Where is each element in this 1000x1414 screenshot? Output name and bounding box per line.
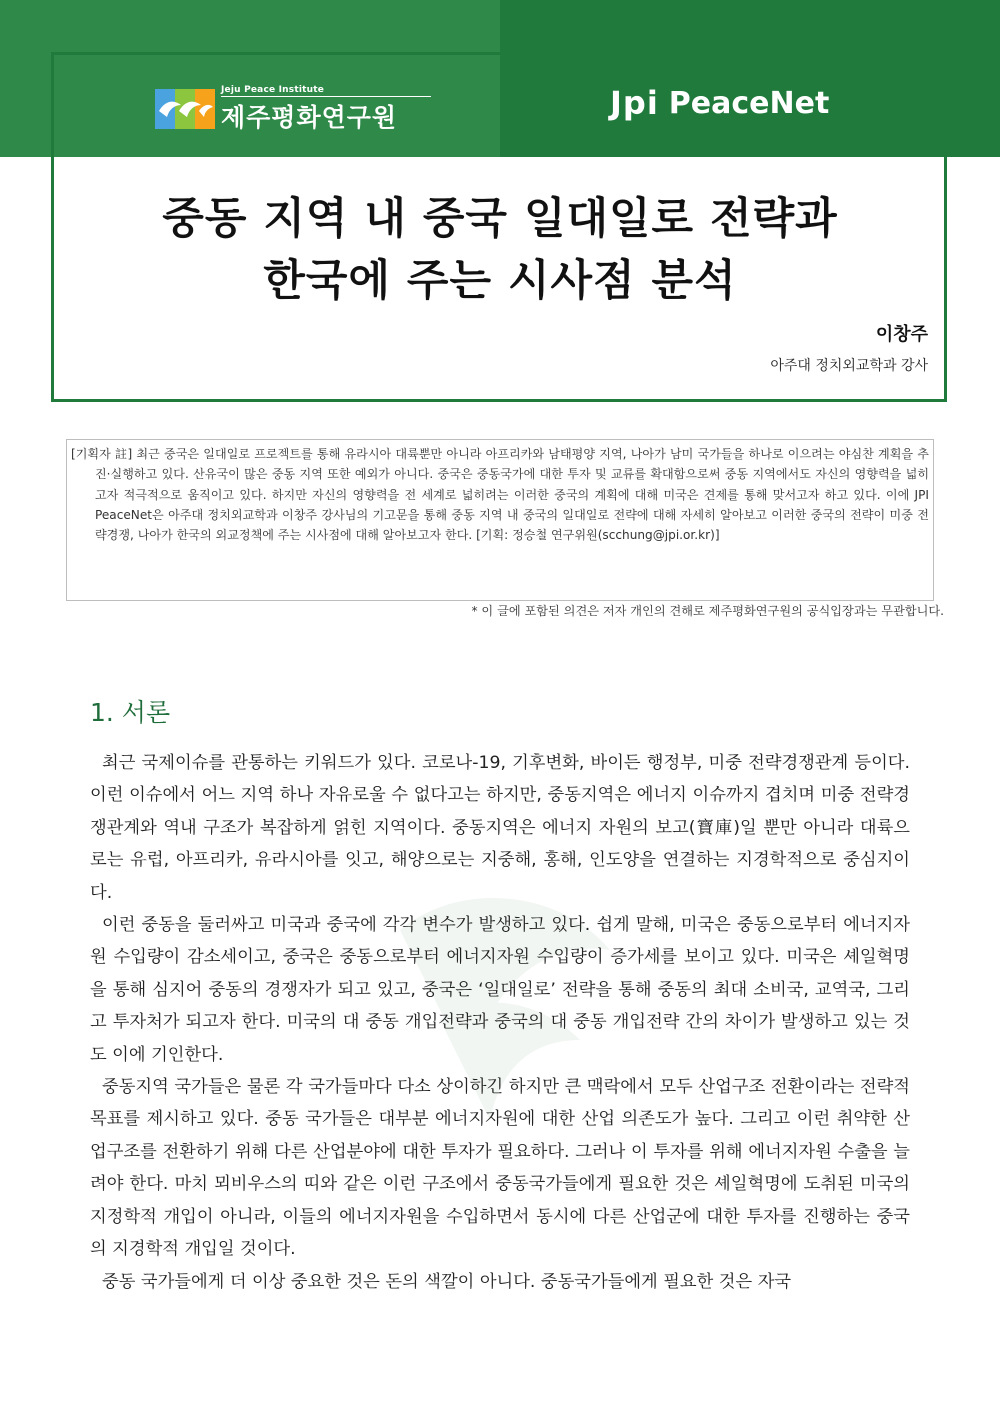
jeju-peace-institute-logo[interactable] — [155, 84, 431, 132]
paragraph: 중동지역 국가들은 물론 각 국가들마다 다소 상이하긴 하지만 큰 맥락에서 모두 산업구조 전환이라는 전략적 목표를 제시하고 있다. 중동 국가들은 대부분 에너지자원에 대한 산업 의존도가 높다. 그리고 이런 취약한 산업구조를 전환하기 위해 다른 산업분야에 대한 투자가 필요하다. 그러나 이 투자를 위해 에너지자원 수출을 늘려야 한다. 마치 뫼비우스의 띠와 같은 이런 구조에서 중동국가들에게 필요한 것은 셰일혁명에 도취된 미국의 지정학적 개입이 아니라, 이들의 에너지자원을 수입하면서 동시에 다른 산업군에 대한 투자를 진행하는 중국의 지경학적 개입일 것이다. — [90, 1077, 910, 1260]
institute-korean-name: 제주평화연구원 — [221, 102, 398, 132]
peacenet-wordmark: PeaceNet — [668, 85, 830, 121]
paragraph: 중동 국가들에게 더 이상 중요한 것은 돈의 색깔이 아니다. 중동국가들에게 필요한 것은 자국 — [102, 1271, 792, 1292]
article-body — [90, 747, 910, 1298]
paragraph: 이런 중동을 둘러싸고 미국과 중국에 각각 변수가 발생하고 있다. 쉽게 말해, 미국은 중동으로부터 에너지자원 수입량이 감소세이고, 중국은 중동으로부터 에너지자원 수입량이 증가세를 보이고 있다. 미국은 셰일혁명을 통해 심지어 중동의 경쟁자가 되고 있고, 중국은 ‘일대일로’ 전략을 통해 중동의 최대 소비국, 교역국, 그리고 투자처가 되고자 한다. 미국의 대 중동 개입전략과 중국의 대 중동 개입전략 간의 차이가 발생하고 있는 것도 이에 기인한다. — [90, 915, 910, 1065]
peacenet-logo[interactable] — [610, 84, 829, 122]
author-affiliation: 아주대 정치외교학과 강사 — [770, 358, 928, 374]
author-name: 이창주 — [875, 324, 928, 345]
editor-note-box — [66, 439, 934, 601]
jpi-wordmark: Jpi — [610, 84, 659, 122]
title-line-1: 중동 지역 내 중국 일대일로 전략과 — [162, 194, 838, 244]
institute-english-name: Jeju Peace Institute — [221, 85, 431, 97]
section-title: 1. 서론 — [90, 698, 171, 727]
disclaimer: * 이 글에 포함된 의견은 저자 개인의 견해로 제주평화연구원의 공식입장과는 무관합니다. — [471, 604, 944, 618]
editor-note-text: [기획자 註] 최근 중국은 일대일로 프로젝트를 통해 유라시아 대륙뿐만 아니라 아프리카와 남태평양 지역, 나아가 남미 국가들을 하나로 이으려는 야심찬 계획을 추진·실행하고 있다. 산유국이 많은 중동 지역 또한 예외가 아니다. 중국은 중동국가에 대한 투자 및 교류를 확대함으로써 중동 지역에서도 자신의 영향력을 넓히고자 적극적으로 움직이고 있다. 하지만 자신의 영향력을 전 세계로 넓히려는 이러한 중국의 계획에 대해 미국은 견제를 통해 맞서고자 하고 있다. 이에 JPI PeaceNet은 아주대 정치외교학과 이창주 강사님의 기고문을 통해 중동 지역 내 중국의 일대일로 전략에 대해 자세히 알아보고 이러한 중국의 전략이 미중 전략경쟁, 나아가 한국의 외교정책에 주는 시사점에 대해 알아보고자 한다. [기획: 정승철 연구위원(scchung@jpi.or.kr)] — [71, 447, 929, 543]
title-line-2: 한국에 주는 시사점 분석 — [263, 256, 737, 306]
page-title — [60, 188, 940, 312]
dove-logo-icon — [155, 87, 215, 131]
paragraph: 최근 국제이슈를 관통하는 키워드가 있다. 코로나-19, 기후변화, 바이든 행정부, 미중 전략경쟁관계 등이다. 이런 이슈에서 어느 지역 하나 자유로울 수 없다고는 하지만, 중동지역은 에너지 이슈까지 겹치며 미중 전략경쟁관계와 역내 구조가 복잡하게 얽힌 지역이다. 중동지역은 에너지 자원의 보고(寶庫)일 뿐만 아니라 대륙으로는 유럽, 아프리카, 유라시아를 잇고, 해양으로는 지중해, 홍해, 인도양을 연결하는 지경학적으로 중심지이다. — [90, 753, 910, 903]
